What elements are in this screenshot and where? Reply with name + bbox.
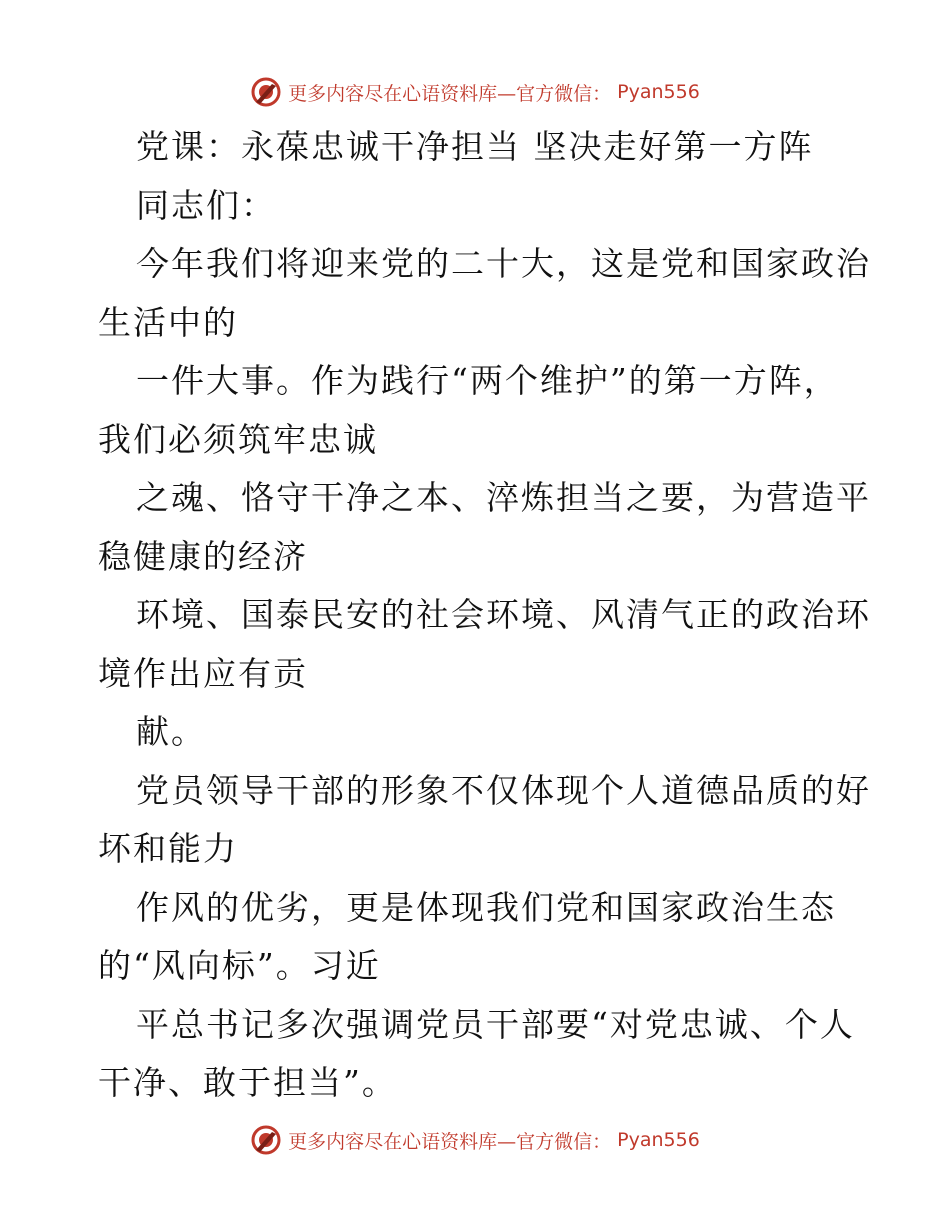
paragraph-line: 平总书记多次强调党员干部要“对党忠诚、个人 — [136, 1004, 855, 1044]
paragraph-line: 稳健康的经济 — [98, 536, 308, 576]
paragraph-line: 的“风向标”。习近 — [98, 946, 381, 985]
banner-text: 更多内容尽在心语资料库—官方微信： — [288, 82, 612, 105]
footer-banner — [0, 1120, 950, 1160]
banner-text: 更多内容尽在心语资料库—官方微信： — [288, 1130, 612, 1153]
paragraph-line: 作风的优劣，更是体现我们党和国家政治生态 — [136, 887, 836, 927]
paragraph-line: 坏和能力 — [98, 829, 238, 868]
paragraph-line: 我们必须筑牢忠诚 — [98, 419, 378, 459]
paragraph-line: 境作出应有贡 — [98, 653, 308, 693]
paragraph-line: 一件大事。作为践行“两个维护”的第一方阵， — [136, 361, 839, 400]
header-banner — [0, 72, 950, 112]
salutation: 同志们： — [136, 185, 276, 225]
paragraph-line: 今年我们将迎来党的二十大，这是党和国家政治 — [136, 244, 871, 283]
paragraph-line: 干净、敢于担当”。 — [98, 1063, 397, 1102]
banner-content — [250, 76, 700, 108]
document-body — [98, 118, 871, 1113]
paragraph-line: 生活中的 — [98, 302, 238, 342]
seal-pen-logo-icon — [250, 1124, 282, 1156]
paragraph-line: 党员领导干部的形象不仅体现个人道德品质的好 — [136, 770, 871, 810]
banner-content — [250, 1124, 700, 1156]
banner-wechat-id: Pyan556 — [617, 1129, 700, 1151]
seal-pen-logo-icon — [250, 76, 282, 108]
paragraph-line: 之魂、恪守干净之本、淬炼担当之要，为营造平 — [136, 478, 871, 517]
paragraph-line: 献。 — [136, 712, 206, 751]
banner-wechat-id: Pyan556 — [617, 81, 700, 103]
document-title: 党课：永葆忠诚干净担当 坚决走好第一方阵 — [136, 127, 814, 166]
paragraph-line: 环境、国泰民安的社会环境、风清气正的政治环 — [136, 595, 871, 634]
